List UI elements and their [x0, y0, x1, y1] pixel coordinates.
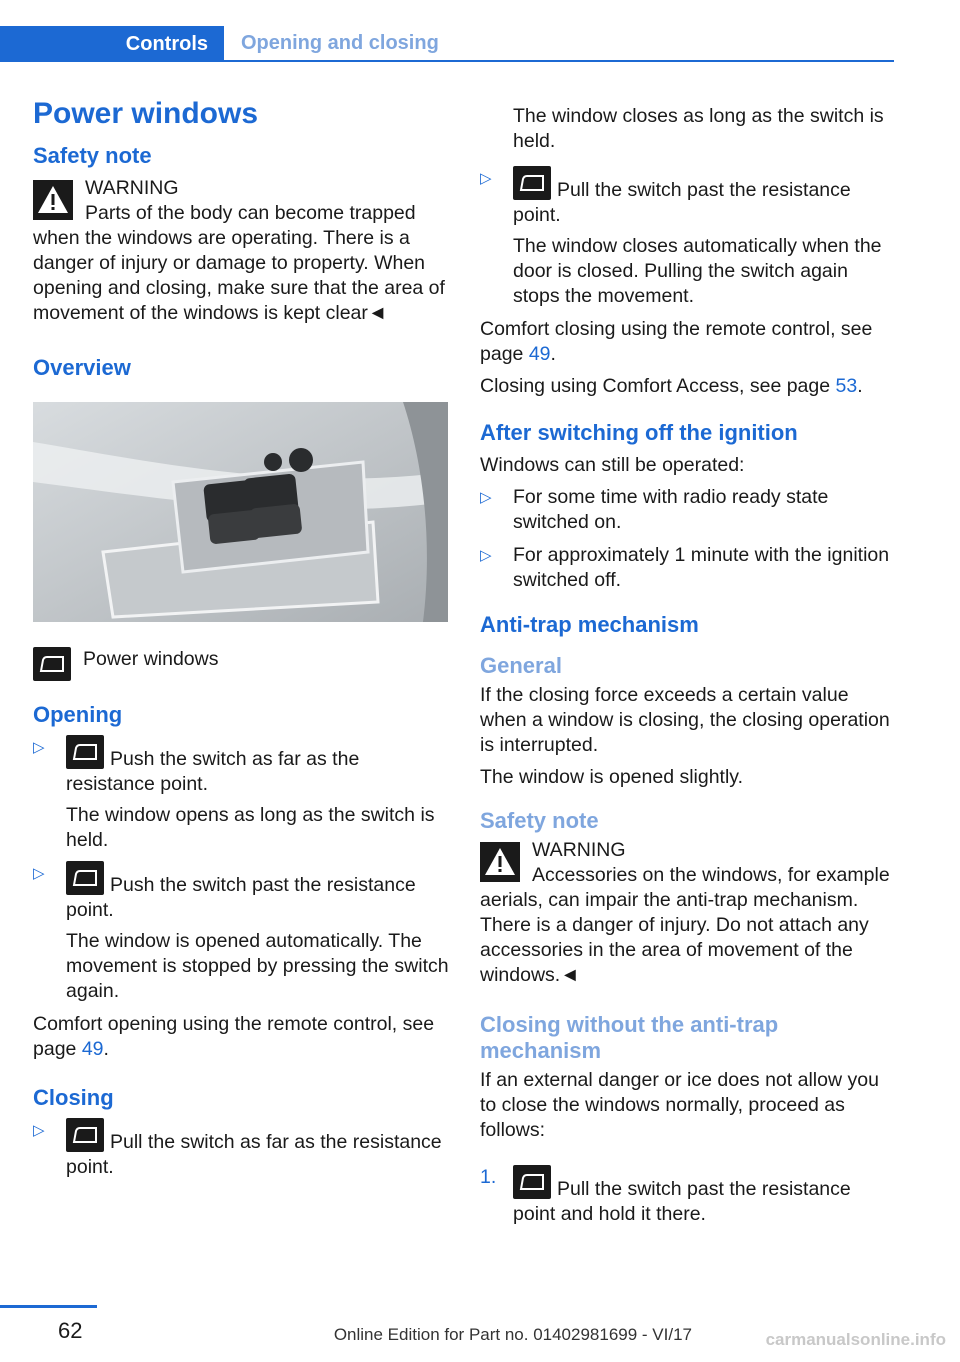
- list-item: [33, 861, 449, 1004]
- comfort-closing-text: Comfort closing using the remote control, see page 49.: [480, 318, 873, 365]
- after-ignition-text: Windows can still be operated:: [480, 454, 745, 476]
- list-item-text: Pull the switch past the resistance point and hold it there.: [513, 1178, 851, 1225]
- warning-triangle-icon: [480, 842, 520, 882]
- warning-label: WARNING: [85, 177, 179, 199]
- window-switch-icon: [513, 166, 551, 200]
- closing-continued-text: The window closes as long as the switch is held.: [513, 105, 884, 152]
- warning-text: Parts of the body can become trapped when the windows are operating. There is a danger of injury or damage to property. When opening and closing, make sure that the area of movement of the windows is kept clear◄: [33, 202, 445, 324]
- page-link[interactable]: 49: [528, 343, 551, 365]
- page-link[interactable]: 53: [835, 375, 858, 397]
- list-item: [480, 1165, 896, 1227]
- window-switch-icon: [66, 861, 104, 895]
- overview-heading: Overview: [33, 355, 131, 380]
- safety-note-heading: Safety note: [480, 808, 599, 833]
- figure-caption: [33, 647, 449, 681]
- list-item: [33, 1118, 449, 1180]
- general-heading: General: [480, 653, 562, 678]
- list-item-text: For some time with radio ready state switched on.: [513, 486, 829, 533]
- page-title: Power windows: [33, 97, 259, 130]
- warning-triangle-icon: [33, 180, 73, 220]
- safety-note-heading: Safety note: [33, 143, 152, 168]
- warning-text: Accessories on the windows, for example aerials, can impair the anti-trap mechanism. There is a danger of injury. Do not attach any accessories in the area of movement of the windows.◄: [480, 864, 890, 986]
- list-item-subtext: The window opens as long as the switch is held.: [66, 804, 435, 851]
- figure-caption-text: Power windows: [83, 648, 219, 670]
- comfort-opening-text: Comfort opening using the remote control, see page 49.: [33, 1013, 435, 1060]
- comfort-access-text: Closing using Comfort Access, see page 53.: [480, 375, 863, 397]
- list-item-text: Push the switch as far as the resistance point.: [66, 748, 360, 795]
- warning-label: WARNING: [532, 839, 626, 861]
- left-column: [33, 96, 449, 1188]
- list-marker: ▷: [33, 739, 45, 756]
- power-window-switch-figure: [33, 402, 448, 622]
- warning-block: [33, 176, 449, 326]
- closing-without-text: If an external danger or ice does not allow you to close the windows normally, proceed as follows:: [480, 1069, 879, 1141]
- list-marker: ▷: [33, 1122, 45, 1139]
- general-text-2: The window is opened slightly.: [480, 766, 744, 788]
- list-item: [33, 735, 449, 853]
- list-item-text: Pull the switch as far as the resistance point.: [66, 1131, 442, 1178]
- list-item: [480, 166, 896, 309]
- list-marker: ▷: [480, 489, 492, 506]
- after-ignition-heading: After switching off the ignition: [480, 420, 798, 445]
- header-section-tab: Controls: [0, 26, 224, 62]
- warning-block: [480, 838, 896, 988]
- list-marker: ▷: [480, 170, 492, 187]
- list-item-text: Pull the switch past the resistance point.: [513, 179, 851, 226]
- list-marker: 1.: [480, 1166, 497, 1188]
- list-item-text: For approximately 1 minute with the ignition switched off.: [513, 544, 890, 591]
- closing-heading: Closing: [33, 1085, 114, 1110]
- closing-without-heading: Closing without the anti-trap mechanism: [480, 1012, 779, 1063]
- window-switch-icon: [66, 735, 104, 769]
- right-column: [480, 104, 896, 1235]
- general-text: If the closing force exceeds a certain value when a window is closing, the closing operation is interrupted.: [480, 684, 890, 756]
- opening-heading: Opening: [33, 702, 123, 727]
- list-item-subtext: The window closes automatically when the door is closed. Pulling the switch again stops the movement.: [513, 235, 882, 307]
- list-item-subtext: The window is opened automatically. The movement is stopped by pressing the switch again.: [66, 930, 449, 1002]
- footer-rule: [0, 1305, 97, 1308]
- header-subsection-tab: Opening and closing: [224, 26, 894, 62]
- edition-text: Online Edition for Part no. 01402981699 - VI/17: [333, 1325, 692, 1344]
- window-switch-icon: [66, 1118, 104, 1152]
- anti-trap-heading: Anti-trap mechanism: [480, 612, 699, 637]
- watermark: carmanualsonline.info: [765, 1330, 946, 1349]
- page-number: 62: [58, 1318, 83, 1343]
- list-item: [480, 485, 896, 535]
- page-link[interactable]: 49: [81, 1038, 104, 1060]
- list-item-text: Push the switch past the resistance point.: [66, 874, 416, 921]
- page-header: [0, 26, 894, 62]
- list-item: [480, 543, 896, 593]
- window-switch-icon: [33, 647, 71, 681]
- window-switch-icon: [513, 1165, 551, 1199]
- list-marker: ▷: [33, 865, 45, 882]
- list-marker: ▷: [480, 547, 492, 564]
